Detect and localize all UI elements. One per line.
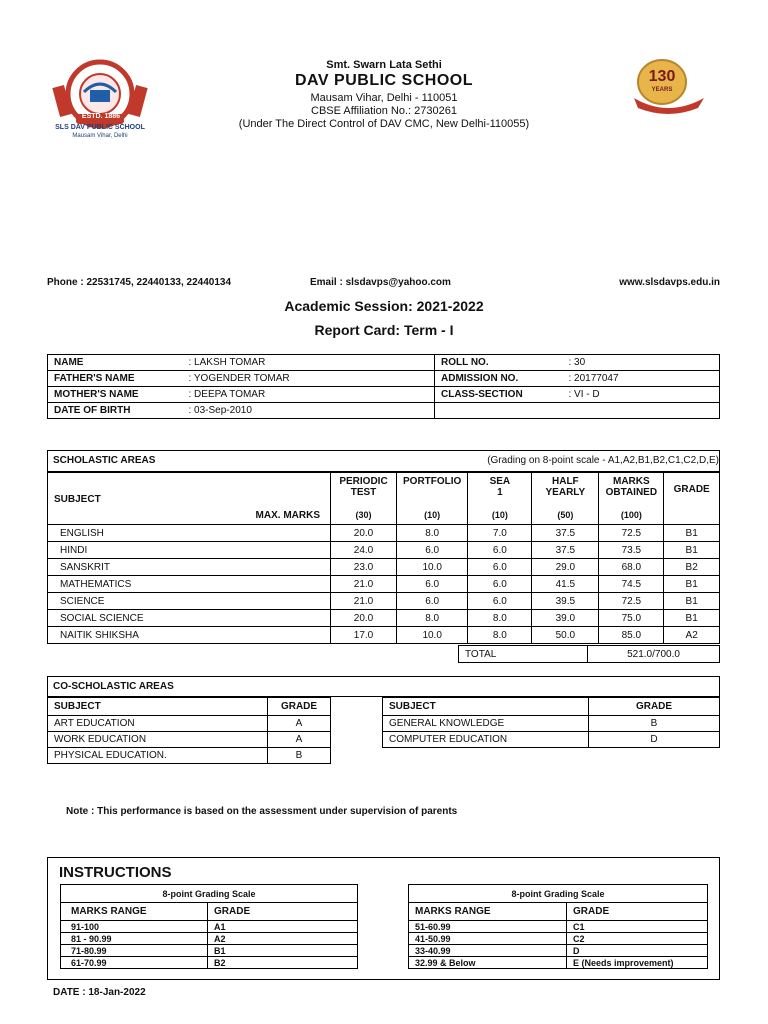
co-subject-cell: GENERAL KNOWLEDGE [383,716,589,732]
table-row [383,732,720,748]
table-row [48,576,720,593]
anniversary-badge-icon [628,58,708,114]
anniversary-logo-right [628,58,708,114]
student-info-table [47,354,720,419]
email-label: Email : [310,277,343,288]
periodic-test-cell: 20.0 [331,525,397,542]
co-subject-cell: COMPUTER EDUCATION [383,732,589,748]
grade-cell: D [567,945,708,957]
co-subject-cell: ART EDUCATION [48,716,268,732]
range-cell: 91-100 [61,921,208,933]
table-row [48,716,331,732]
estd-label: ESTD. 1886 [81,113,121,120]
max-marks-label: MAX. MARKS [48,507,331,525]
table-row [48,748,331,764]
periodic-test-cell: 20.0 [331,610,397,627]
marks-obtained-cell: 85.0 [599,627,664,644]
col-half-yearly: HALF YEARLY [532,473,599,507]
periodic-test-cell: 17.0 [331,627,397,644]
table-row [48,525,720,542]
sea-cell: 6.0 [468,593,532,610]
scholastic-title-row [47,450,720,472]
max-pt: (30) [331,507,397,525]
table-row [48,542,720,559]
marks-obtained-cell: 75.0 [599,610,664,627]
grade-cell: A2 [664,627,720,644]
portfolio-cell: 10.0 [397,627,468,644]
portfolio-cell: 10.0 [397,559,468,576]
col-marks-obtained: MARKS OBTAINED [599,473,664,507]
date-value: : 18-Jan-2022 [82,987,146,998]
table-row [61,945,358,957]
total-label: TOTAL [459,646,588,663]
grade-cell: B1 [664,576,720,593]
table-row [61,933,358,945]
subject-cell: SOCIAL SCIENCE [48,610,331,627]
scholastic-total-row [458,645,720,663]
sea-cell: 6.0 [468,542,532,559]
grade-cell: C1 [567,921,708,933]
anniversary-word: YEARS [651,87,673,93]
scale-title-left: 8-point Grading Scale [61,885,358,903]
mother-label: MOTHER'S NAME [48,387,183,403]
portfolio-cell: 6.0 [397,576,468,593]
grade-cell: E (Needs improvement) [567,957,708,969]
class-label: CLASS-SECTION [435,387,563,403]
date-label: DATE [53,987,80,998]
marks-obtained-cell: 74.5 [599,576,664,593]
half-yearly-cell: 37.5 [532,525,599,542]
co-grade-cell: D [589,732,720,748]
grade-cell: B1 [664,610,720,627]
co-grade-cell: B [589,716,720,732]
table-row [61,921,358,933]
range-cell: 41-50.99 [409,933,567,945]
sea-cell: 6.0 [468,559,532,576]
max-hy: (50) [532,507,599,525]
co-grade-cell: B [268,748,331,764]
scholastic-table [47,472,720,644]
table-row [48,732,331,748]
father-label: FATHER'S NAME [48,371,183,387]
admission-value: : 20177047 [563,371,720,387]
grade-cell: B1 [664,525,720,542]
website: www.slsdavps.edu.in [619,277,720,288]
name-label: NAME [48,355,183,371]
col-portfolio: PORTFOLIO [397,473,468,507]
range-cell: 61-70.99 [61,957,208,969]
grade-cell: A1 [208,921,358,933]
co-grade-cell: A [268,716,331,732]
subject-cell: ENGLISH [48,525,331,542]
range-cell: 51-60.99 [409,921,567,933]
table-row [48,627,720,644]
col-periodic-test: PERIODIC TEST [331,473,397,507]
co-subject-header-left: SUBJECT [48,698,268,716]
co-scholastic-title-row [47,676,720,697]
grade-header-right: GRADE [567,903,708,921]
trust-name: Smt. Swarn Lata Sethi [326,59,442,71]
max-portfolio: (10) [397,507,468,525]
col-grade: GRADE [664,473,720,507]
grade-cell: B1 [664,542,720,559]
table-row [48,559,720,576]
phone-label: Phone : [47,277,84,288]
subject-cell: NAITIK SHIKSHA [48,627,331,644]
subject-cell: HINDI [48,542,331,559]
email-line [310,277,451,288]
marks-obtained-cell: 72.5 [599,525,664,542]
father-value: : YOGENDER TOMAR [183,371,435,387]
scale-title-right: 8-point Grading Scale [409,885,708,903]
portfolio-cell: 6.0 [397,542,468,559]
grade-cell: B2 [664,559,720,576]
table-row [409,957,708,969]
sea-cell: 6.0 [468,576,532,593]
roll-value: : 30 [563,355,720,371]
school-name: DAV PUBLIC SCHOOL [295,72,473,89]
portfolio-cell: 8.0 [397,525,468,542]
scholastic-title: SCHOLASTIC AREAS [53,455,156,466]
co-scholastic-left-table [47,697,331,764]
mother-value: : DEEPA TOMAR [183,387,435,403]
sea-cell: 7.0 [468,525,532,542]
instructions-title: INSTRUCTIONS [59,864,172,881]
table-row [383,716,720,732]
grade-header-left: GRADE [208,903,358,921]
subject-cell: MATHEMATICS [48,576,331,593]
name-value: : LAKSH TOMAR [183,355,435,371]
email-value: slsdavps@yahoo.com [345,277,451,288]
max-sea: (10) [468,507,532,525]
report-card-title: Report Card: Term - I [314,322,454,338]
half-yearly-cell: 50.0 [532,627,599,644]
table-row [409,933,708,945]
total-value: 521.0/700.0 [588,646,720,663]
col-sea: SEA 1 [468,473,532,507]
range-cell: 33-40.99 [409,945,567,957]
half-yearly-cell: 39.5 [532,593,599,610]
grade-cell: A2 [208,933,358,945]
grade-cell: B1 [664,593,720,610]
class-value: : VI - D [563,387,720,403]
half-yearly-cell: 39.0 [532,610,599,627]
co-subject-cell: PHYSICAL EDUCATION. [48,748,268,764]
marks-obtained-cell: 73.5 [599,542,664,559]
logo-caption-1: SLS DAV PUBLIC SCHOOL [55,124,145,131]
co-subject-cell: WORK EDUCATION [48,732,268,748]
max-total: (100) [599,507,664,525]
grade-cell: C2 [567,933,708,945]
co-scholastic-title: CO-SCHOLASTIC AREAS [53,681,174,692]
table-row [409,945,708,957]
range-cell: 71-80.99 [61,945,208,957]
table-row [61,957,358,969]
grade-cell: B1 [208,945,358,957]
dob-value: : 03-Sep-2010 [183,403,435,419]
grading-note: (Grading on 8-point scale - A1,A2,B1,B2,C1,C2,D,E) [487,455,719,466]
affiliation: CBSE Affiliation No.: 2730261 [311,105,457,117]
school-address: Mausam Vihar, Delhi - 110051 [310,92,458,104]
admission-label: ADMISSION NO. [435,371,563,387]
range-cell: 32.99 & Below [409,957,567,969]
anniversary-number: 130 [648,68,676,85]
portfolio-cell: 8.0 [397,610,468,627]
dob-label: DATE OF BIRTH [54,405,131,416]
co-scholastic-right-table [382,697,720,748]
co-grade-header-left: GRADE [268,698,331,716]
assessment-note: Note : This performance is based on the assessment under supervision of parents [66,806,458,817]
phone-value: 22531745, 22440133, 22440134 [86,277,232,288]
date-line [53,987,146,998]
academic-session: Academic Session: 2021-2022 [284,298,484,314]
grading-scale-right [408,884,708,969]
table-row [48,593,720,610]
table-row [48,610,720,627]
control-text: (Under The Direct Control of DAV CMC, New Delhi-110055) [238,118,530,130]
portfolio-cell: 6.0 [397,593,468,610]
phone-line [47,277,231,288]
range-header-left: MARKS RANGE [61,903,208,921]
periodic-test-cell: 24.0 [331,542,397,559]
half-yearly-cell: 37.5 [532,542,599,559]
co-grade-header-right: GRADE [589,698,720,716]
half-yearly-cell: 29.0 [532,559,599,576]
co-grade-cell: A [268,732,331,748]
subject-cell: SANSKRIT [48,559,331,576]
range-header-right: MARKS RANGE [409,903,567,921]
periodic-test-cell: 21.0 [331,576,397,593]
range-cell: 81 - 90.99 [61,933,208,945]
table-row [409,921,708,933]
grade-cell: B2 [208,957,358,969]
subject-header: SUBJECT [48,473,331,507]
co-subject-header-right: SUBJECT [383,698,589,716]
periodic-test-cell: 23.0 [331,559,397,576]
logo-caption-2: Mausam Vihar, Delhi [72,133,128,139]
roll-label: ROLL NO. [435,355,563,371]
periodic-test-cell: 21.0 [331,593,397,610]
sea-cell: 8.0 [468,610,532,627]
subject-cell: SCIENCE [48,593,331,610]
grading-scale-left [60,884,358,969]
sea-cell: 8.0 [468,627,532,644]
marks-obtained-cell: 68.0 [599,559,664,576]
half-yearly-cell: 41.5 [532,576,599,593]
marks-obtained-cell: 72.5 [599,593,664,610]
